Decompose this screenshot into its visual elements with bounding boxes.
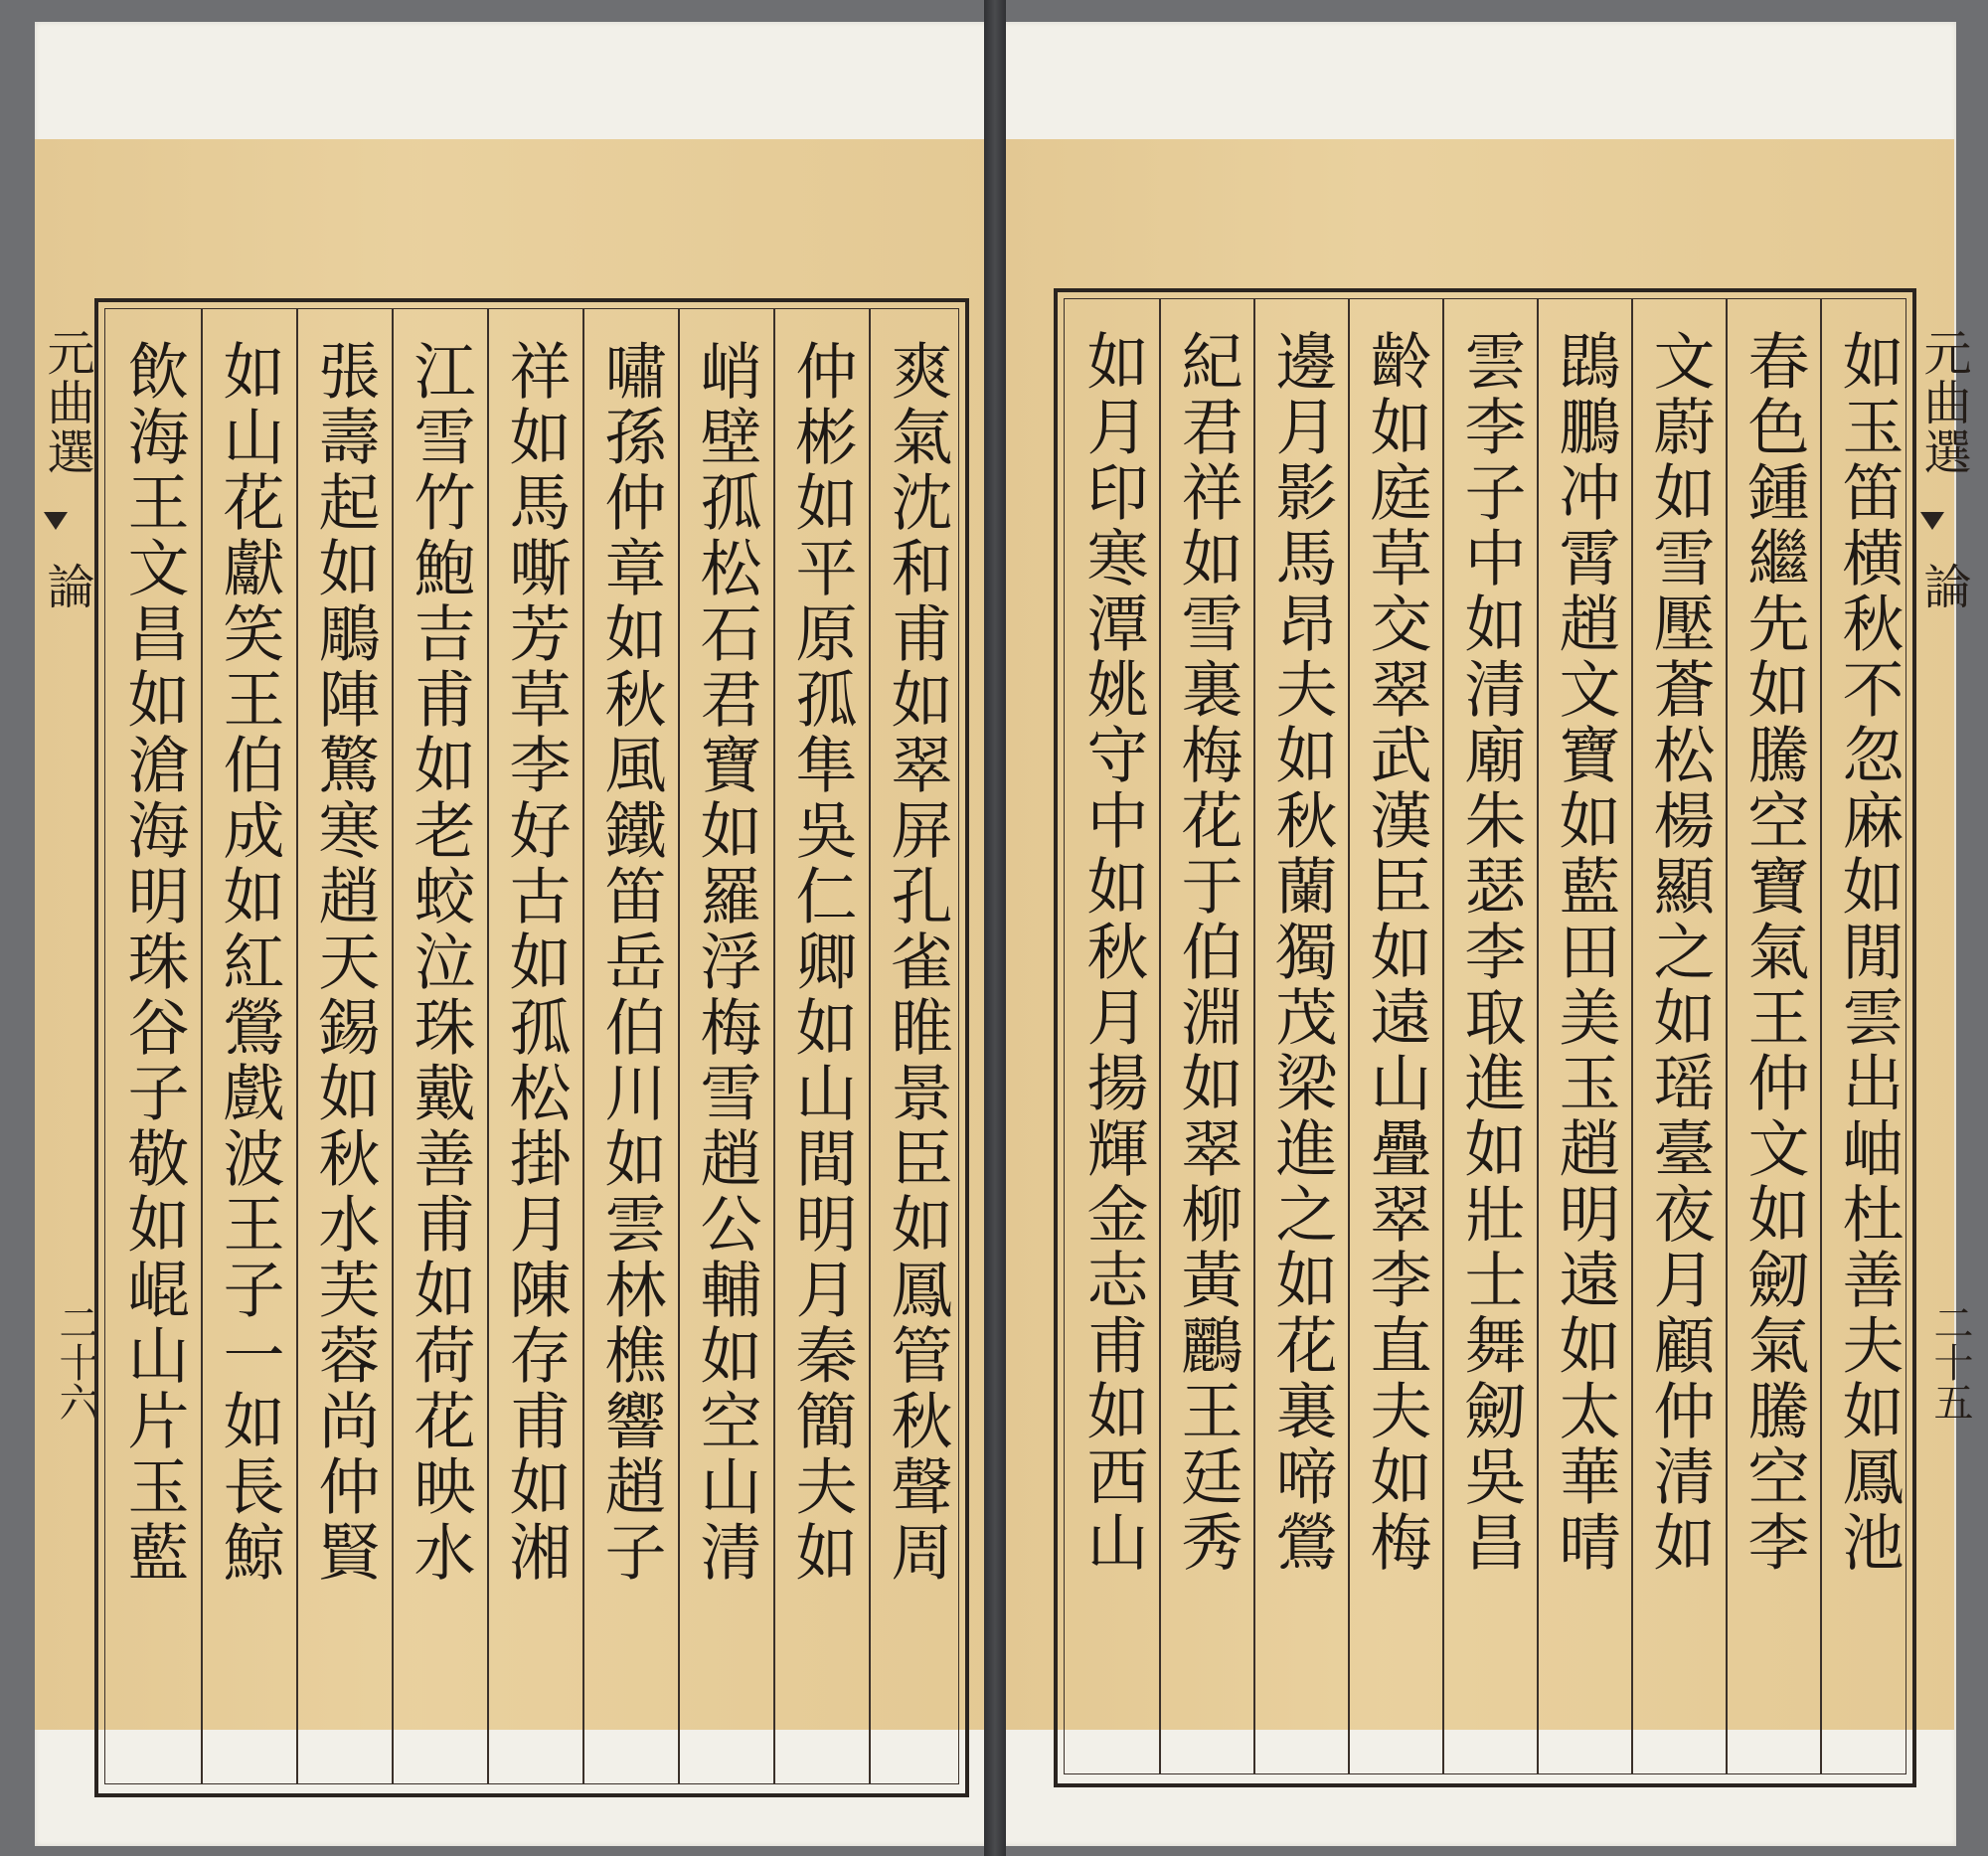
- left-margin-section: 論: [39, 562, 94, 611]
- left-column-rule: [296, 309, 298, 1783]
- right-column-rule: [1159, 299, 1161, 1773]
- left-margin-title: 元曲選: [39, 328, 94, 477]
- right-text-column: 雲李子中如清廟朱瑟李取進如壯士舞劒吳昌: [1454, 329, 1527, 1576]
- right-text-column: 鵾鵬冲霄趙文寶如藍田美玉趙明遠如太華晴: [1549, 329, 1621, 1576]
- right-text-frame: [1054, 288, 1916, 1787]
- right-text-column: 文蔚如雪壓蒼松楊顯之如瑶臺夜月顧仲清如: [1643, 329, 1716, 1576]
- left-column-rule: [392, 309, 394, 1783]
- left-frame-inner: [104, 308, 959, 1784]
- right-margin-title: 元曲選: [1915, 328, 1971, 477]
- left-column-rule: [201, 309, 203, 1783]
- left-column-rule: [869, 309, 871, 1783]
- left-text-frame: [94, 298, 969, 1797]
- left-column-rule: [773, 309, 775, 1783]
- left-page-number: 二十六: [53, 1302, 98, 1422]
- left-text-column: 張壽起如鵰陣驚寒趙天錫如秋水芙蓉尚仲賢: [308, 339, 381, 1586]
- right-text-column: 齡如庭草交翠武漢臣如遠山疊翠李直夫如梅: [1360, 329, 1432, 1576]
- left-text-column: 仲彬如平原孤隼吳仁卿如山間明月秦簡夫如: [785, 339, 858, 1586]
- left-fishtail-mark: [44, 512, 68, 530]
- right-column-rule: [1537, 299, 1539, 1773]
- right-text-column: 紀君祥如雪裏梅花于伯淵如翠柳黃鸝王廷秀: [1171, 329, 1243, 1576]
- right-frame-inner: [1064, 298, 1906, 1774]
- right-page-number: 二十五: [1927, 1302, 1973, 1422]
- right-text-column: 邊月影馬昂夫如秋蘭獨茂梁進之如花裏啼鶯: [1265, 329, 1338, 1576]
- right-column-rule: [1348, 299, 1350, 1773]
- right-column-rule: [1726, 299, 1728, 1773]
- right-column-rule: [1442, 299, 1444, 1773]
- right-margin-section: 論: [1915, 562, 1971, 611]
- left-column-rule: [678, 309, 680, 1783]
- left-text-column: 爽氣沈和甫如翠屏孔雀睢景臣如鳳管秋聲周: [881, 339, 953, 1586]
- left-text-column: 如山花獻笑王伯成如紅鶯戲波王子一如長鯨: [213, 339, 285, 1586]
- right-fishtail-mark: [1920, 512, 1944, 530]
- right-column-rule: [1631, 299, 1633, 1773]
- left-column-rule: [582, 309, 584, 1783]
- left-column-rule: [487, 309, 489, 1783]
- right-text-column: 如玉笛横秋不忽麻如閒雲出岫杜善夫如鳳池: [1832, 329, 1905, 1576]
- left-text-column: 江雪竹鮑吉甫如老蛟泣珠戴善甫如荷花映水: [404, 339, 476, 1586]
- left-text-column: 祥如馬嘶芳草李好古如孤松掛月陳存甫如湘: [499, 339, 572, 1586]
- left-text-column: 飲海王文昌如滄海明珠谷子敬如崐山片玉藍: [117, 339, 190, 1586]
- right-column-rule: [1820, 299, 1822, 1773]
- right-text-column: 如月印寒潭姚守中如秋月揚輝金志甫如西山: [1077, 329, 1149, 1576]
- right-column-rule: [1253, 299, 1255, 1773]
- book-gutter: [984, 0, 1006, 1856]
- left-text-column: 峭壁孤松石君寶如羅浮梅雪趙公輔如空山清: [690, 339, 762, 1586]
- left-text-column: 嘯孫仲章如秋風鐵笛岳伯川如雲林樵響趙子: [594, 339, 667, 1586]
- right-text-column: 春色鍾繼先如騰空寶氣王仲文如劒氣騰空李: [1738, 329, 1810, 1576]
